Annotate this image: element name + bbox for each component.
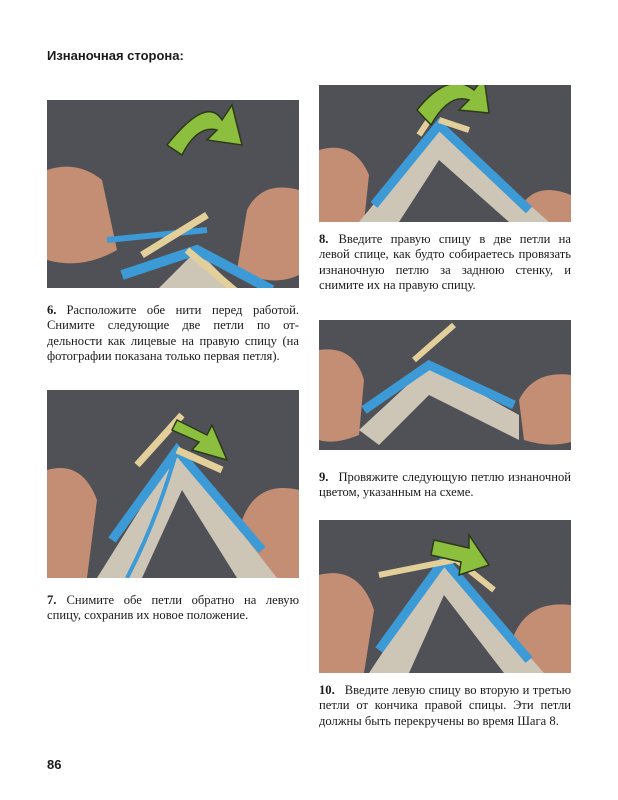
section-heading: Изнаночная сторона: bbox=[47, 48, 184, 63]
step-number: 10. bbox=[319, 683, 335, 697]
step-10-caption bbox=[319, 683, 571, 729]
step-8-caption bbox=[319, 232, 571, 294]
step-7-caption bbox=[47, 593, 299, 624]
step-text: Введите правую спицу в две петли на левой спице, как будто собираетесь провязать изнаночную петлю за заднюю стенку, и снимите их на правую спицу. bbox=[319, 232, 571, 293]
step-text: Снимите обе петли обратно на левую спицу, сохранив их новое положение. bbox=[47, 593, 299, 623]
step-9-caption bbox=[319, 470, 571, 501]
step-text: Расположите обе нити перед работой. Снимите следующие две петли по отдельности как лицевые на правую спицу (на фотографии показана только первая петля). bbox=[47, 303, 299, 364]
step-number: 8. bbox=[319, 232, 329, 246]
step-text: Введите левую спицу во вторую и третью петли от кончика правой спицы. Эти петли должны быть перекручены во время Шага 8. bbox=[319, 683, 571, 728]
step-6-photo bbox=[47, 100, 299, 288]
step-number: 9. bbox=[319, 470, 329, 484]
step-8-photo bbox=[319, 85, 571, 222]
page-number: 86 bbox=[47, 757, 62, 772]
step-9-photo bbox=[319, 320, 571, 450]
step-6-caption bbox=[47, 303, 299, 365]
step-text: Провяжите следующую петлю изнаночной цветом, указанным на схеме. bbox=[319, 470, 571, 500]
step-10-photo bbox=[319, 520, 571, 673]
step-number: 6. bbox=[47, 303, 57, 317]
step-number: 7. bbox=[47, 593, 57, 607]
step-7-photo bbox=[47, 390, 299, 578]
